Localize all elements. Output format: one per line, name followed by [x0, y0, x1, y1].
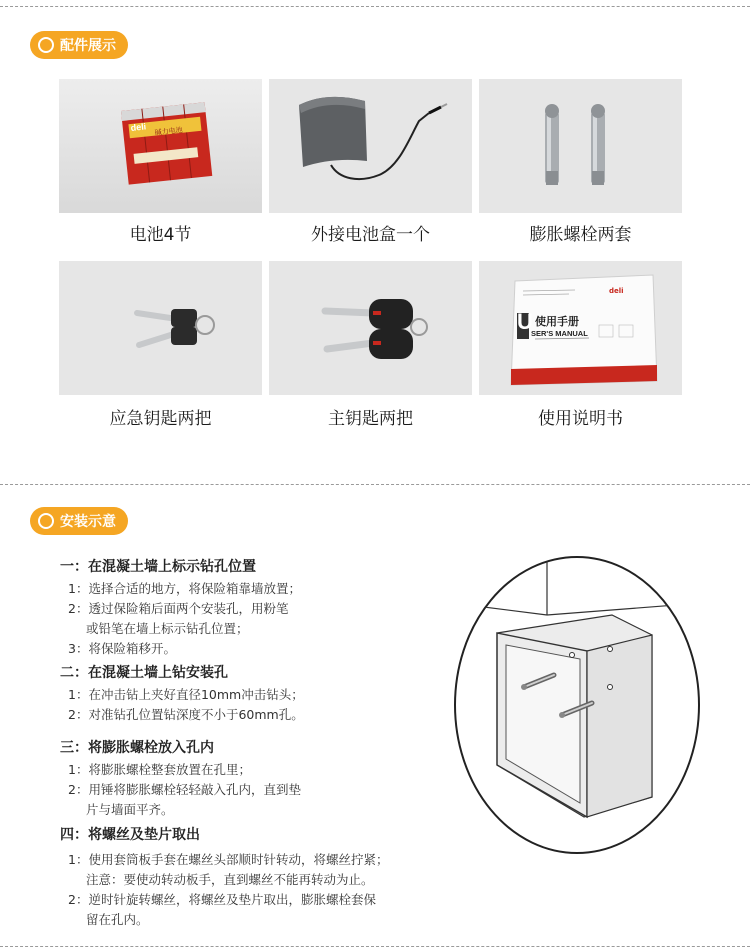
section-header-installation: [30, 507, 128, 535]
step-line: 2：用锤将膨胀螺栓轻轻敲入孔内，直到垫: [68, 782, 301, 797]
step-line: 或铅笔在墙上标示钻孔位置；: [86, 621, 249, 636]
step-line: 1：使用套筒板手套在螺丝头部顺时针转动，将螺丝拧紧；: [68, 852, 389, 867]
step-line: 2：逆时针旋转螺丝，将螺丝及垫片取出，膨胀螺栓套保: [68, 892, 376, 907]
top-divider: [0, 6, 750, 7]
manual-brand-text: deli: [609, 287, 624, 295]
step-line: 1：在冲击钻上夹好直径10mm冲击钻头；: [68, 687, 304, 702]
photo-user-manual: [479, 261, 682, 395]
step-title: 四：将螺丝及垫片取出: [60, 827, 200, 843]
photo-main-keys: [269, 261, 472, 395]
photo-battery-box: [269, 79, 472, 213]
photo-expansion-bolts: [479, 79, 682, 213]
caption-expansion-bolts: 膨胀螺栓两套: [529, 225, 632, 245]
bottom-divider: [0, 946, 750, 947]
step-line: 片与墙面平齐。: [86, 802, 174, 817]
section-header-accessories: [30, 31, 128, 59]
step-line: 1：将膨胀螺栓整套放置在孔里；: [68, 762, 251, 777]
step-line: 注意：要使动转动板手，直到螺丝不能再转动为止。: [86, 872, 374, 887]
manual-subtitle-text: SER'S MANUAL: [531, 329, 588, 338]
photo-emergency-keys: [59, 261, 262, 395]
step-line: 3：将保险箱移开。: [68, 641, 176, 656]
caption-battery-box: 外接电池盒一个: [311, 225, 430, 245]
photo-batteries: [59, 79, 262, 213]
manual-title-text: 使用手册: [535, 315, 579, 328]
caption-batteries: 电池4节: [129, 225, 192, 245]
caption-main-keys: 主钥匙两把: [328, 409, 413, 429]
section-title: 安装示意: [60, 514, 116, 530]
step-title: 二：在混凝土墙上钻安装孔: [60, 665, 228, 681]
battery-brand-text: deli: [130, 121, 147, 133]
caption-user-manual: 使用说明书: [538, 409, 623, 429]
caption-emergency-keys: 应急钥匙两把: [109, 409, 212, 429]
section-divider: [0, 484, 750, 485]
circle-bullet-icon: [38, 37, 54, 53]
step-title: 三：将膨胀螺栓放入孔内: [60, 740, 214, 756]
step-line: 留在孔内。: [86, 912, 149, 927]
step-line: 1：选择合适的地方，将保险箱靠墙放置；: [68, 581, 301, 596]
step-title: 一：在混凝土墙上标示钻孔位置: [60, 559, 256, 575]
manual-letter-text: U: [517, 309, 533, 334]
circle-bullet-icon: [38, 513, 54, 529]
battery-label-text: 碱力电池: [154, 126, 184, 137]
step-line: 2：对准钻孔位置钻深度不小于60mm孔。: [68, 707, 304, 722]
installation-diagram: [452, 555, 702, 855]
step-line: 2：透过保险箱后面两个安装孔，用粉笔: [68, 601, 289, 616]
section-title: 配件展示: [60, 38, 116, 54]
